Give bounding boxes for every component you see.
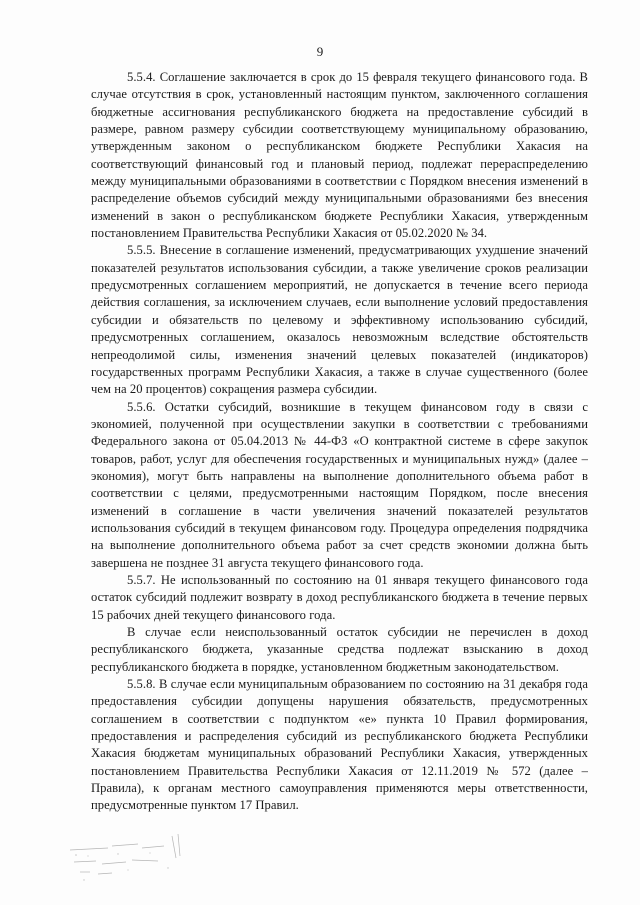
paragraph-5-5-4: 5.5.4. Соглашение заключается в срок до 15 февраля текущего финансового года. В случае отсутствия в срок, установленный настоящим пунктом, заключенного соглашения бюджетные ассигнования республиканского бюджета на предоставление субсидий в размере, равном размеру субсидии соответствующему муниципальному образованию, утвержденным законом о республиканском бюджете Республики Хакасия на соответствующий финансовый год и плановый период, подлежат перераспределению между муниципальными образованиями в соответствии с Порядком внесения изменений в распределение объемов субсидий между муниципальными образованиями без внесения изменений в закон о республиканском бюджете Республики Хакасия, утвержденным постановлением Правительства Республики Хакасия от 05.02.2020 № 34.: [91, 70, 588, 241]
paragraph-unspent-balance: В случае если неиспользованный остаток субсидии не перечислен в доход республиканского бюджета, указанные средства подлежат взысканию в доход республиканского бюджета в порядке, установленном бюджетным законодательством.: [91, 625, 588, 674]
paragraph-5-5-6: 5.5.6. Остатки субсидий, возникшие в текущем финансовом году в связи с экономией, полученной при осуществлении закупки в соответствии с требованиями Федерального закона от 05.04.2013 № 44-ФЗ «О контрактной системе в сфере закупок товаров, работ, услуг для обеспечения государственных и муниципальных нужд» (далее – экономия), могут быть направлены на выполнение дополнительного объема работ в соответствии с целями, предусмотренными настоящим Порядком, после внесения изменений в соглашение в части увеличения значений показателей результатов использования субсидий в текущем финансовом году. Процедура определения подрядчика на выполнение дополнительного объема работ за счет средств экономии должна быть завершена не позднее 31 августа текущего финансового года.: [91, 399, 588, 570]
page-number: 9: [316, 44, 324, 59]
paragraph-5-5-8: 5.5.8. В случае если муниципальным образованием по состоянию на 31 декабря года предоставления субсидии допущены нарушения обязательств, предусмотренных соглашением в соответствии с подпунктом «е» пункта 10 Правил формирования, предоставления и распределения субсидий из республиканского бюджета Республики Хакасия бюджетам муниципальных образований Республики Хакасия, утвержденных постановлением Правительства Республики Хакасия от 12.11.2019 № 572 (далее – Правила), к органам местного самоуправления применяются меры ответственности, предусмотренные пунктом 17 Правил.: [91, 677, 588, 813]
paragraph-5-5-5: 5.5.5. Внесение в соглашение изменений, предусматривающих ухудшение значений показателей результатов использования субсидии, а также увеличение сроков реализации предусмотренных соглашением мероприятий, не допускается в течение всего периода действия соглашения, за исключением случаев, если выполнение условий предоставления субсидии и обязательств по целевому и эффективному использованию субсидий, предусмотренных соглашением, оказалось невозможным вследствие обстоятельств непреодолимой силы, изменения значений целевых показателей (индикаторов) государственных программ Республики Хакасия, а также в случае существенного (более чем на 20 процентов) сокращения размера субсидии.: [91, 243, 588, 397]
paragraph-5-5-7: 5.5.7. Не использованный по состоянию на 01 января текущего финансового года остаток субсидий подлежит возврату в доход республиканского бюджета в течение первых 15 рабочих дней текущего финансового года.: [91, 572, 588, 622]
document-body: [91, 69, 588, 815]
scan-artifact-mark: [68, 828, 198, 888]
